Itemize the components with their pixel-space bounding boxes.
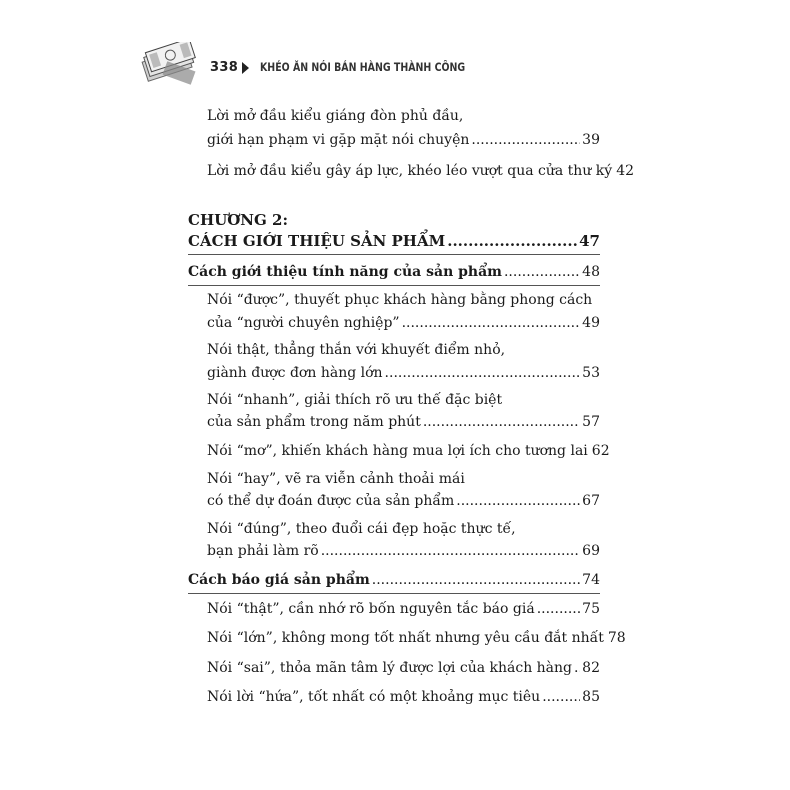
leader-dots xyxy=(372,570,580,590)
toc-entry-text: của sản phẩm trong năm phút xyxy=(207,414,421,430)
leader-dots xyxy=(456,491,580,511)
toc-page-number: 62 xyxy=(591,443,610,459)
toc-entry[interactable] xyxy=(207,599,600,619)
section-page-number: 74 xyxy=(582,572,600,588)
leader-dots xyxy=(385,363,581,383)
toc-page-number: 69 xyxy=(582,543,600,559)
toc-page-number: 57 xyxy=(582,414,600,430)
toc-entry-line: Nói “được”, thuyết phục khách hàng bằng phong cách xyxy=(207,292,593,308)
leader-dots xyxy=(542,687,580,707)
toc-entry[interactable] xyxy=(207,441,610,461)
section-divider xyxy=(188,593,600,594)
toc-entry-line: Nói thật, thẳng thắn với khuyết điểm nhỏ, xyxy=(207,342,506,358)
toc-entry[interactable] xyxy=(207,491,600,511)
leader-dots xyxy=(402,313,581,333)
leader-dots xyxy=(504,262,580,282)
toc-entry-line: Nói “nhanh”, giải thích rõ ưu thế đặc biệt xyxy=(207,392,503,408)
book-title: KHÉO ĂN NÓI BÁN HÀNG THÀNH CÔNG xyxy=(260,60,466,74)
toc-page-number: 53 xyxy=(582,365,600,381)
toc-entry[interactable] xyxy=(207,412,600,432)
toc-page-number: 85 xyxy=(582,689,600,705)
chapter-entry[interactable] xyxy=(188,230,600,252)
toc-entry-text: Nói “thật”, cần nhớ rõ bốn nguyên tắc báo giá xyxy=(207,601,535,617)
toc-page-number: 39 xyxy=(582,132,600,148)
toc-entry-text: Lời mở đầu kiểu gây áp lực, khéo léo vượt qua cửa thư ký xyxy=(207,163,613,179)
toc-entry-text: bạn phải làm rõ xyxy=(207,543,319,559)
leader-dots xyxy=(537,599,580,619)
toc-entry[interactable] xyxy=(207,161,635,181)
leader-dots xyxy=(321,541,580,561)
section-entry[interactable] xyxy=(188,570,600,590)
section-title: Cách báo giá sản phẩm xyxy=(188,572,370,588)
leader-dots xyxy=(423,412,580,432)
toc-page-number: 67 xyxy=(582,493,600,509)
toc-entry[interactable] xyxy=(207,130,600,150)
toc-entry-line: Lời mở đầu kiểu giáng đòn phủ đầu, xyxy=(207,108,464,124)
toc-entry-text: Nói lời “hứa”, tốt nhất có một khoảng mục tiêu xyxy=(207,689,541,705)
chapter-page-number: 47 xyxy=(579,232,600,250)
toc-entry-line: Nói “hay”, vẽ ra viễn cảnh thoải mái xyxy=(207,471,465,487)
toc-entry-text: của “người chuyên nghiệp” xyxy=(207,315,400,331)
toc-entry[interactable] xyxy=(207,541,600,561)
toc-entry-line: Nói “đúng”, theo đuổi cái đẹp hoặc thực tế, xyxy=(207,521,516,537)
chapter-label: CHƯƠNG 2: xyxy=(188,211,288,229)
chapter-title: CÁCH GIỚI THIỆU SẢN PHẨM xyxy=(188,232,446,250)
section-title: Cách giới thiệu tính năng của sản phẩm xyxy=(188,264,502,280)
toc-page-number: 82 xyxy=(582,660,600,676)
toc-page-number: 78 xyxy=(607,630,626,646)
toc-page-number: 75 xyxy=(582,601,600,617)
toc-entry[interactable] xyxy=(207,313,600,333)
toc-entry-text: có thể dự đoán được của sản phẩm xyxy=(207,493,455,509)
toc-entry[interactable] xyxy=(207,658,600,678)
toc-entry-text: Nói “lớn”, không mong tốt nhất nhưng yêu cầu đắt nhất xyxy=(207,630,604,646)
leader-dots xyxy=(447,230,577,252)
toc-entry[interactable] xyxy=(207,687,600,707)
toc-entry-text: giành được đơn hàng lớn xyxy=(207,365,383,381)
section-entry[interactable] xyxy=(188,262,600,282)
leader-dots xyxy=(574,658,580,678)
leader-dots xyxy=(471,130,580,150)
toc-page-number: 42 xyxy=(616,163,635,179)
section-page-number: 48 xyxy=(582,264,600,280)
toc-page-number: 49 xyxy=(582,315,600,331)
chapter-divider xyxy=(188,254,600,255)
toc-entry-text: giới hạn phạm vi gặp mặt nói chuyện xyxy=(207,132,470,148)
page-number: 338 xyxy=(210,60,239,75)
toc-entry[interactable] xyxy=(207,628,626,648)
toc-entry-text: Nói “sai”, thỏa mãn tâm lý được lợi của khách hàng xyxy=(207,660,573,676)
toc-entry-text: Nói “mơ”, khiến khách hàng mua lợi ích cho tương lai xyxy=(207,443,588,459)
section-divider xyxy=(188,285,600,286)
toc-entry[interactable] xyxy=(207,363,600,383)
